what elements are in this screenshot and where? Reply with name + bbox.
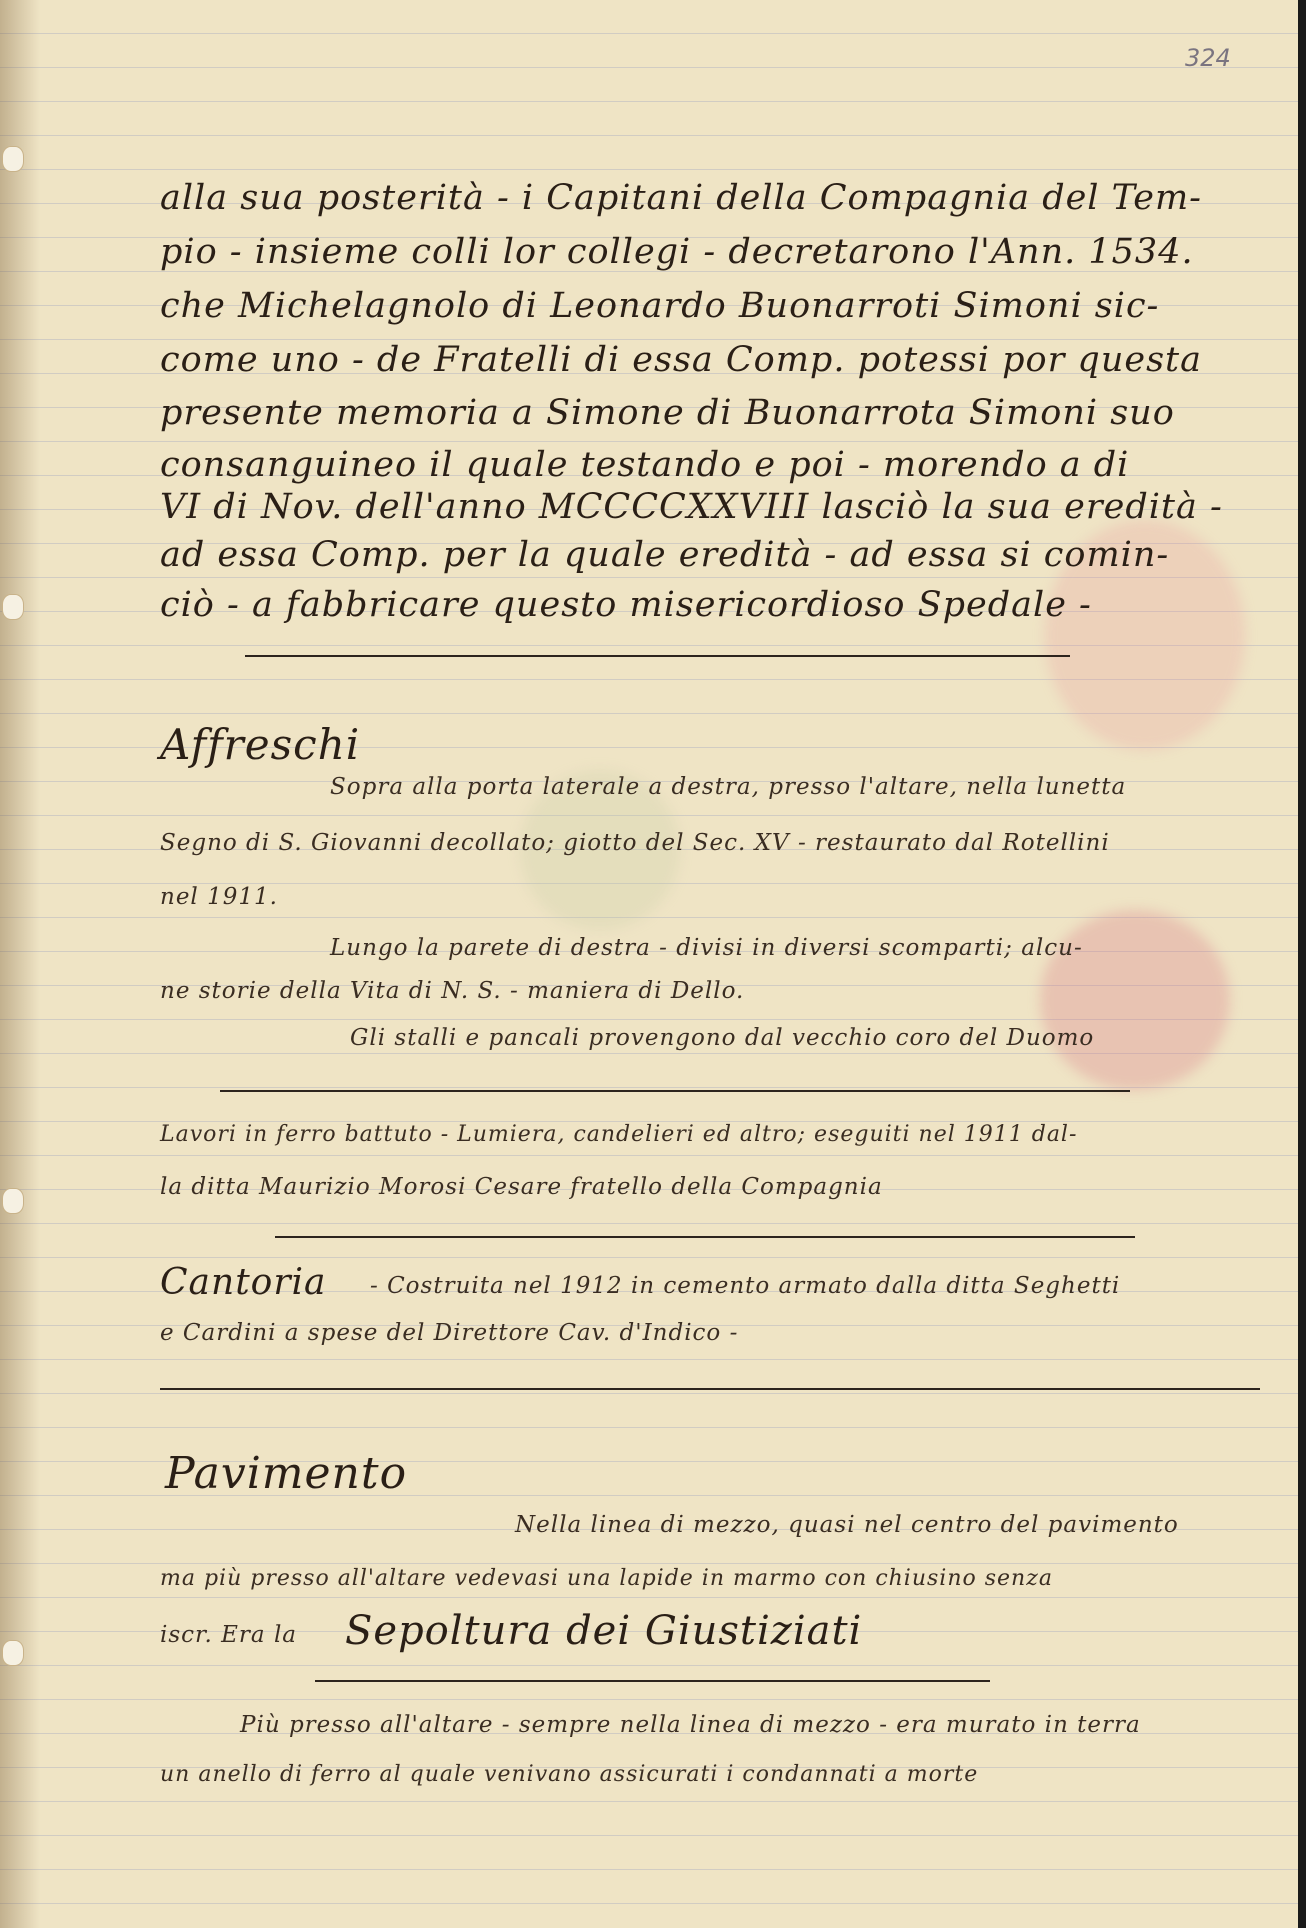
- section-heading-pavimento: Pavimento: [165, 1448, 408, 1499]
- binding-hole: [2, 594, 24, 620]
- section-heading-cantoria: Cantoria: [160, 1262, 327, 1303]
- text-line: la ditta Maurizio Morosi Cesare fratello della Compagnia: [160, 1174, 883, 1200]
- binding-hole: [2, 146, 24, 172]
- text-line: Lavori in ferro battuto - Lumiera, candelieri ed altro; eseguiti nel 1911 dal-: [160, 1122, 1078, 1147]
- text-line: ciò - a fabbricare questo misericordioso Spedale -: [160, 585, 1092, 625]
- text-line: alla sua posterità - i Capitani della Compagnia del Tem-: [160, 178, 1202, 218]
- page-edge: [1298, 0, 1306, 1928]
- text-line: pio - insieme colli lor collegi - decretarono l'Ann. 1534.: [160, 232, 1194, 272]
- text-line: che Michelagnolo di Leonardo Buonarroti Simoni sic-: [160, 286, 1160, 326]
- binding-hole: [2, 1188, 24, 1214]
- text-line: Gli stalli e pancali provengono dal vecchio coro del Duomo: [350, 1025, 1095, 1051]
- text-line: - Costruita nel 1912 in cemento armato dalla ditta Seghetti: [370, 1273, 1121, 1299]
- divider: [315, 1680, 990, 1682]
- text-line: un anello di ferro al quale venivano assicurati i condannati a morte: [160, 1762, 979, 1787]
- text-line: VI di Nov. dell'anno MCCCCXXVIII lasciò la sua eredità -: [160, 487, 1223, 527]
- text-line: Sopra alla porta laterale a destra, presso l'altare, nella lunetta: [330, 774, 1127, 800]
- text-line: ad essa Comp. per la quale eredità - ad essa si comin-: [160, 535, 1170, 575]
- text-line: Nella linea di mezzo, quasi nel centro del pavimento: [515, 1512, 1179, 1538]
- divider: [220, 1090, 1130, 1092]
- binding-hole: [2, 1640, 24, 1666]
- epigraph-title: Sepoltura dei Giustiziati: [345, 1608, 863, 1654]
- text-line: Lungo la parete di destra - divisi in diversi scomparti; alcu-: [330, 935, 1083, 961]
- text-line: e Cardini a spese del Direttore Cav. d'Indico -: [160, 1320, 739, 1346]
- text-line: Più presso all'altare - sempre nella linea di mezzo - era murato in terra: [240, 1712, 1141, 1738]
- section-heading-affreschi: Affreschi: [160, 720, 361, 769]
- text-line: Segno di S. Giovanni decollato; giotto del Sec. XV - restaurato dal Rotellini: [160, 830, 1110, 856]
- text-line: consanguineo il quale testando e poi - morendo a di: [160, 445, 1130, 485]
- divider: [160, 1388, 1260, 1390]
- text-line: nel 1911.: [160, 884, 278, 910]
- text-line: ma più presso all'altare vedevasi una lapide in marmo con chiusino senza: [160, 1566, 1053, 1591]
- text-line: come uno - de Fratelli di essa Comp. potessi por questa: [160, 340, 1202, 380]
- text-line: iscr. Era la: [160, 1622, 298, 1648]
- divider: [245, 655, 1070, 657]
- text-line: presente memoria a Simone di Buonarrota Simoni suo: [160, 393, 1175, 433]
- divider: [275, 1236, 1135, 1238]
- page-number: 324: [1185, 44, 1231, 72]
- text-line: ne storie della Vita di N. S. - maniera di Dello.: [160, 978, 745, 1004]
